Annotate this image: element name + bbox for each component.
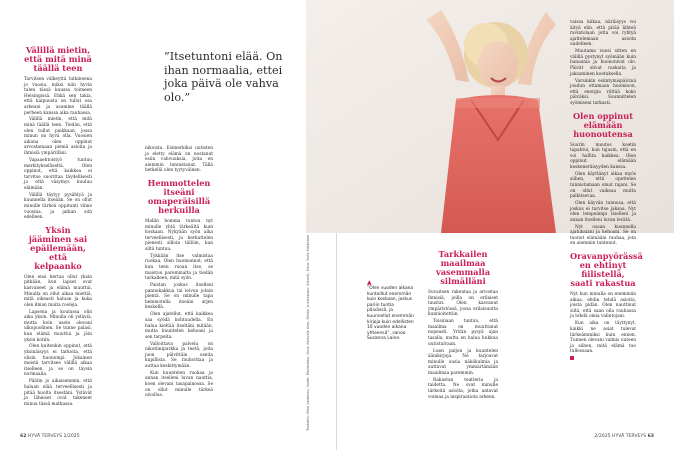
paragraph: Nyt osaan kuunnella ajatuksiani ja kehoani. Se on tuonut elämääni rauhaa, jota en aiemmin tuntenut. xyxy=(570,224,636,247)
subheading: Hemmottelen itseäni omaperäisillä herkuilla xyxy=(147,177,211,215)
paragraph: Päätin jo aikaisemmin, että haluan elää terveellisesti ja pitää huolta itsestäni. Ystävät ja läheiset ovat tukeneet minua tässä matkassa. xyxy=(24,379,92,407)
photo-credit-text: Tuotanto: Erkki Juntunen, Vaate: Marimekko, Koru: Kalevala Koru, Meikki ja kampaus: Salonki, Kuva: Sofia Kukkonen xyxy=(306,234,310,431)
paragraph: Nyt kun minulla on enemmän aikaa, ehdin tehdä asioita, joista pidän. Olen nauttinut siitä, että saan olla rauhassa ja tehdä omia valintojani. xyxy=(570,292,636,320)
caption-text: ”Olen vuoden aikana kuntoillut enemmän kuin koskaan, joskus pariin tuntia päivässä, ja kuunnellut enemmän kirjoja kuin edellisten 10 vuoden aikana yhteensä”, sanoo Susanna Laine. xyxy=(367,286,414,342)
paragraph: Olen ajatellut, että kaikkea saa syödä kohtuudella. En halua kieltää itseltäni mitään, mutta kuuntelen kehoani ja sen tarpeita. xyxy=(145,312,213,340)
paragraph: Tarvitsen välkeyttä tutkineena jo vuosia, miksi niin hyvin tulen tässä kuussa toimeen Helsingissä. Ehkä sen takia, että kaipuusta on tullut osa arkeani ja asumme täällä perheen kanssa aika rauhassa. xyxy=(24,77,92,116)
paragraph: Muutama vuosi sitten en välillä pystynyt syömään kuin banaania ja huononivat olo. Päivät olivat raskaita ja jaksaminen koetuksella. xyxy=(570,49,636,77)
caption-arrow-icon: ▲ xyxy=(367,279,372,286)
paragraph: nikoista. Esimerkiksi uutisten ja eletty elämä on nostanut esiin vahvuuksia, joita en aiemmin tunnistanut. Tällä hetkellä olen tyytyväinen. xyxy=(145,146,213,174)
paragraph: Olen käyvän tunnusa, että joskus ei tarvitse jaksaa. Nyt olen lempeämpi itselleni ja annan itselleni luvan levätä. xyxy=(570,201,636,223)
paragraph: Toisinaan tuntuu, että maailma on muuttunut nopeasti. Yritän pysyä ajan tasalla, mutta en halua hukkua uutistulvaan. xyxy=(428,319,498,347)
right-footer xyxy=(594,434,654,439)
paragraph: Olen ensi kertaa ollut yksin pitkään, kun lapset ovat kasvaneet ja elämä muuttui. Minulla on ollut aikaa miettiä, mitä oikeasti haluan ja kuka olen ilman muita rooleja. xyxy=(24,274,92,308)
paragraph: Tykkään itse valmistaa ruokaa. Olen huomannut, että kun teen ruoan itse, se maistuu paremmalta ja tiedän tarkalleen, mitä syön. xyxy=(145,253,213,282)
paragraph: Vapaaehtoistyö tuntuu merkitykselliseltä. Olen oppinut, että kaikkea ei tarvitse suorittaa täydellisesti ja että väsymys kuuluu elämään. xyxy=(24,157,92,191)
paragraph: Rakastan teatteria ja taidetta. Ne ovat minulle tärkeitä asioita, jotka antavat voimaa ja inspiraatiota arkeen. xyxy=(428,377,498,400)
subheading: Oravanpyörässä en ehtinyt fiilistellä, saati rakastua xyxy=(570,251,643,289)
paragraph: vaissa kiikaa, näräisyys voi äityä elin, että pitää lähteä ravintolaan jotta voi ryhtyä ajattelemaan asioita uudelleen. xyxy=(570,20,636,48)
left-footer xyxy=(20,434,80,439)
paragraph: Olen kuitenkin oppinut, että yksinäisyys ei tarkoita, että olisin huonompi. Jokainen meistä tarvitsee välillä aikaa itselleen, ja se on täysin normaalia. xyxy=(24,344,92,378)
paragraph: Välillä mietin, että mitä minä täällä teen. Tiedän, että olen tullut paikkaan, jossa minun on hyvä olla. Vuosien aikana olen oppinut arvostamaan pieniä asioita ja ihmisiä ympärilläni. xyxy=(24,117,92,157)
subheading: Tarkkailen maailmaa vasemmalla silmälläni xyxy=(435,249,491,286)
paragraph: Kun aika on täyttynyt, kaikki ne asiat tulevat tärkeämmiksi kuin ennen. Tunnen olevani valmis uuteen ja siihen, mitä elämä tuo tullessaan. xyxy=(570,321,636,355)
paragraph: Varsinkin esiintymispäivinä joudun ottamaan huomioon, että energia riittää koko päiväksi. Suunnittelen syömiseni tarkasti. xyxy=(570,78,636,106)
photo-credit xyxy=(306,235,318,435)
subheading: Yksin jääminen sai epäilemään, että kelpaanko xyxy=(28,224,88,271)
paragraph: Luen paljon ja kuuntelen äänikirjoja. Ne tarjoavat minulle uusia näkökulmia ja auttavat ymmärtämään maailmaa paremmin. xyxy=(428,348,498,376)
paragraph: Lapsena ja koulussa olin aika yksin. Minulla oli ystäviä, mutta koin usein olevani ulkopuolinen. Se tunne palasi, kun elämä muuttui ja jäin yksin kotiin. xyxy=(24,309,92,343)
subheading: Olen oppinut elämään huonoutensa xyxy=(573,110,633,139)
photo-caption xyxy=(367,280,415,342)
paragraph: Paistan joskus itselleni pannukakkua tai leivon jotain pientä. Se on minulle tapa hemmotella itseäni arjen keskellä. xyxy=(145,283,213,311)
paragraph: Suurin muutos koetin tapahtui, kun tajusin, että en voi hallita kaikkea. Olen oppinut elämään keskeneräisyyden kanssa. xyxy=(570,142,636,170)
paragraph: Suvaitsen rakentaa ja arvostaa ihmisiä, joilla on erilaiset taustat. Olen kasvanut ympäristössä, jossa erilaisuutta kunnioitettiin. xyxy=(428,290,498,318)
paragraph: Valloittava palvelu on nikotiinipurkka ja teetä, joita juon päivittäin useita kupillisia. Se rauhoittaa ja auttaa keskittymään. xyxy=(145,341,213,369)
article-column-3 xyxy=(428,250,498,401)
article-column-2 xyxy=(145,146,213,400)
end-mark-icon xyxy=(570,356,574,360)
article-column-4 xyxy=(570,20,643,362)
pull-quote: ”Itsetuntoni elää. On ihan normaalia, ettei joka päivä ole vahva olo.” xyxy=(164,50,283,104)
paragraph: Olen käyttänyt aikaa myös siihen, että opettelen tunnistamaan omat rajani. Se on ollut vaikeaa mutta palkitsevaa. xyxy=(570,171,636,200)
paragraph: Välillä täytyy pysähtyä ja kuunnella itseään. Se on ollut minulle tärkeä oppitunti viime vuosina, ja jatkan sitä edelleen. xyxy=(24,192,92,221)
page-number: 63 xyxy=(647,434,654,439)
magazine-name: 2/2025 HYVÄ TERVEYS xyxy=(594,434,647,439)
subheading: Välillä mietin, että mitä minä täällä teen xyxy=(24,45,92,73)
paragraph: Kun kuuntelen ruokaa ja annan itselleni luvan nauttia, koen olevani tasapainossa. Se on ollut minulle tärkeä oivallus. xyxy=(145,370,213,399)
article-column-1 xyxy=(24,46,92,409)
magazine-name: HYVÄ TERVEYS 2/2025 xyxy=(27,434,80,439)
paragraph: Mallin homma tuntuu nyt minulle yhtä tärkeältä kuin koskaan. Nykyään syön aika terveellisesti, ja herkuttelen pienesti silloin tällöin, kun siltä tuntuu. xyxy=(145,218,213,252)
page-number: 62 xyxy=(20,434,27,439)
